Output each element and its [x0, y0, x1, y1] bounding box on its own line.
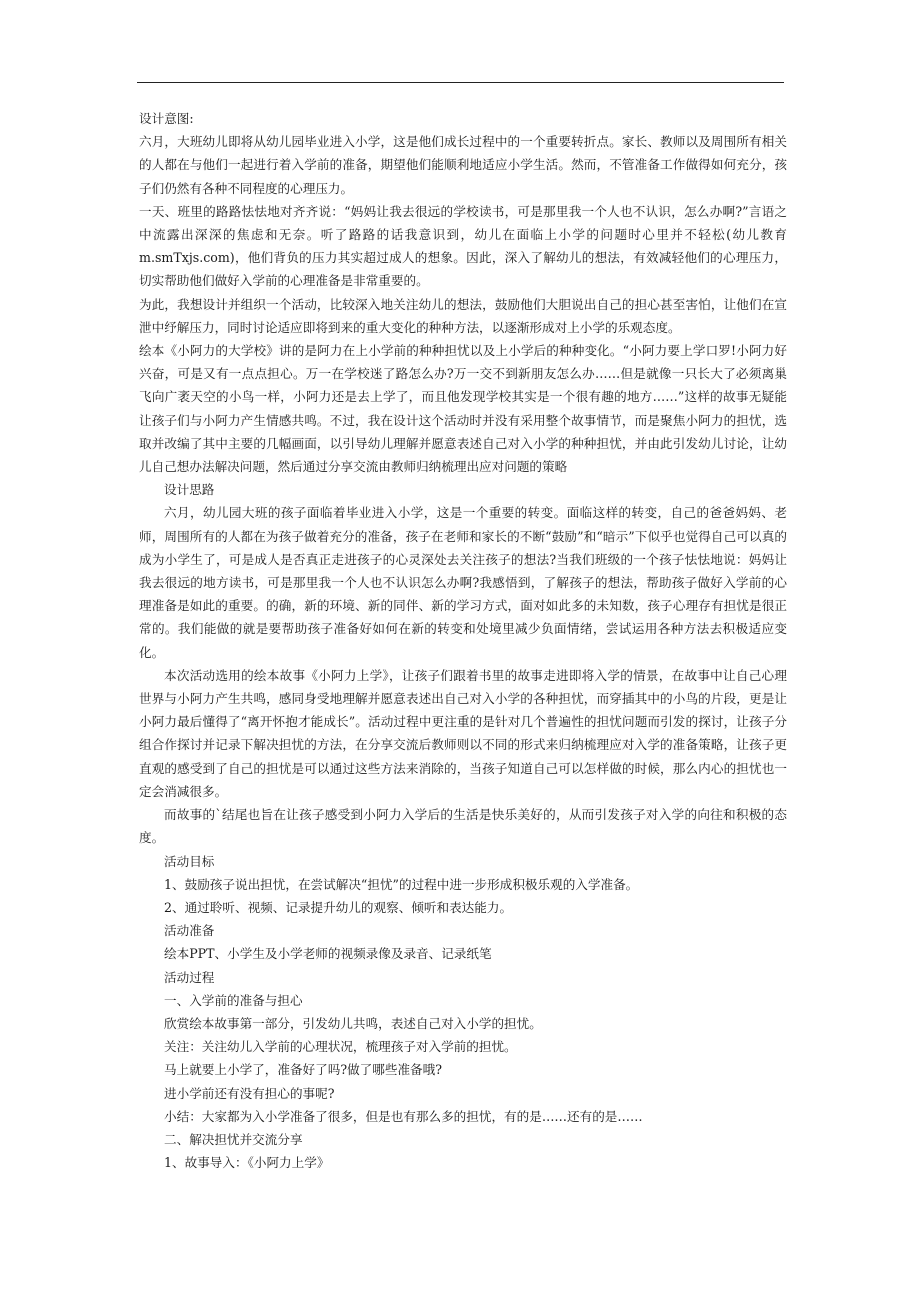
process-line: 1、故事导入：《小阿力上学》 — [164, 1155, 330, 1171]
prep-text: 绘本PPT、小学生及小学老师的视频录像及录音、记录纸笔 — [164, 946, 492, 962]
heading-design-intent: 设计意图: — [139, 111, 194, 126]
idea-paragraph: 六月，幼儿园大班的孩子面临着毕业进入小学，这是一个重要的转变。面临这样的转变，自己的爸爸妈妈、老师，周围所有的人都在为孩子做着充分的准备，孩子在老师和家长的不断“鼓励”和“暗示”下似乎也觉得自己可以真的成为小学生了，可是成人是否真正走进孩子的心灵深处去关注孩子的想法?当我们班级的一个孩子怯怯地说：妈妈让我去很远的地方读书，可是那里我一个人也不认识怎么办啊?我感悟到，了解孩子的想法，帮助孩子做好入学前的心理准备是如此的重要。的确，新的环境、新的同伴、新的学习方式，面对如此多的未知数，孩子心理存有担忧是很正常的。我们能做的就是要帮助孩子准备好如何在新的转变和处境里减少负面情绪，尝试运用各种方法去积极适应变化。 — [139, 505, 787, 660]
heading-activity-goal: 活动目标 — [164, 853, 215, 869]
idea-paragraph: 而故事的`结尾也旨在让孩子感受到小阿力入学后的生活是快乐美好的，从而引发孩子对入学的向往和积极的态度。 — [139, 807, 787, 846]
idea-paragraph: 本次活动选用的绘本故事《小阿力上学》，让孩子们跟着书里的故事走进即将入学的情景，在故事中让自己心理世界与小阿力产生共鸣，感同身受地理解并愿意表述出自己对入小学的各种担忧，而穿插其中的小鸟的片段，更是让小阿力最后懂得了“离开怀抱才能成长”。活动过程中更注重的是针对几个普遍性的担忧问题而引发的探讨，让孩子分组合作探讨并记录下解决担忧的方法，在分享交流后教师则以不同的形式来归纳梳理应对入学的准备策略，让孩子更直观的感受到了自己的担忧是可以通过这些方法来消除的，当孩子知道自己可以怎样做的时候，那么内心的担忧也一定会消减很多。 — [139, 667, 787, 799]
goal-item: 2、通过聆听、视频、记录提升幼儿的观察、倾听和表达能力。 — [164, 899, 513, 915]
heading-design-idea: 设计思路 — [164, 482, 215, 498]
intent-paragraph: 为此，我想设计并组织一个活动，比较深入地关注幼儿的想法，鼓励他们大胆说出自己的担心甚至害怕，让他们在宣泄中纾解压力，同时讨论适应即将到来的重大变化的种种方法，以逐渐形成对上小学的乐观态度。 — [139, 296, 787, 335]
process-line: 关注：关注幼儿入学前的心理状况，梳理孩子对入学前的担忧。 — [164, 1039, 517, 1055]
document-body — [139, 107, 787, 1174]
process-section-title: 二、解决担忧并交流分享 — [164, 1131, 303, 1147]
goal-item: 1、鼓励孩子说出担忧，在尝试解决“担忧”的过程中进一步形成积极乐观的入学准备。 — [164, 876, 639, 892]
heading-activity-prep: 活动准备 — [164, 923, 215, 939]
header-rule — [137, 82, 784, 83]
intent-paragraph: 绘本《小阿力的大学校》讲的是阿力在上小学前的种种担忧以及上小学后的种种变化。“小阿力要上学口罗!小阿力好兴奋，可是又有一点点担心。万一在学校迷了路怎么办?万一交不到新朋友怎么办……但是就像一只长大了必须离巢飞向广袤天空的小鸟一样，小阿力还是去上学了，而且他发现学校其实是一个很有趣的地方……”这样的故事无疑能让孩子们与小阿力产生情感共鸣。不过，我在设计这个活动时并没有采用整个故事情节，而是聚焦小阿力的担忧，选取并改编了其中主要的几幅画面，以引导幼儿理解并愿意表述自己对入小学的种种担忧，并由此引发幼儿讨论，让幼儿自己想办法解决问题，然后通过分享交流由教师归纳梳理出应对问题的策略 — [139, 343, 787, 475]
process-section-title: 一、入学前的准备与担心 — [164, 992, 303, 1008]
process-question: 马上就要上小学了，准备好了吗?做了哪些准备哦? — [164, 1062, 442, 1078]
process-summary: 小结：大家都为入小学准备了很多，但是也有那么多的担忧，有的是……还有的是…… — [164, 1108, 643, 1124]
heading-activity-process: 活动过程 — [164, 969, 215, 985]
process-line: 欣赏绘本故事第一部分，引发幼儿共鸣，表述自己对入小学的担忧。 — [164, 1015, 542, 1031]
process-question: 进小学前还有没有担心的事呢? — [164, 1085, 335, 1101]
intent-paragraph: 六月，大班幼儿即将从幼儿园毕业进入小学，这是他们成长过程中的一个重要转折点。家长、教师以及周围所有相关的人都在与他们一起进行着入学前的准备，期望他们能顺利地适应小学生活。然而，不管准备工作做得如何充分，孩子们仍然有各种不同程度的心理压力。 — [139, 134, 787, 196]
intent-paragraph: 一天、班里的路路怯怯地对齐齐说：“妈妈让我去很远的学校读书，可是那里我一个人也不认识，怎么办啊?”言语之中流露出深深的焦虑和无奈。听了路路的话我意识到，幼儿在面临上小学的问题时心里并不轻松(幼儿教育m.smTxjs.com)，他们背负的压力其实超过成人的想象。因此，深入了解幼儿的想法，有效减轻他们的心理压力，切实帮助他们做好入学前的心理准备是非常重要的。 — [139, 203, 787, 289]
